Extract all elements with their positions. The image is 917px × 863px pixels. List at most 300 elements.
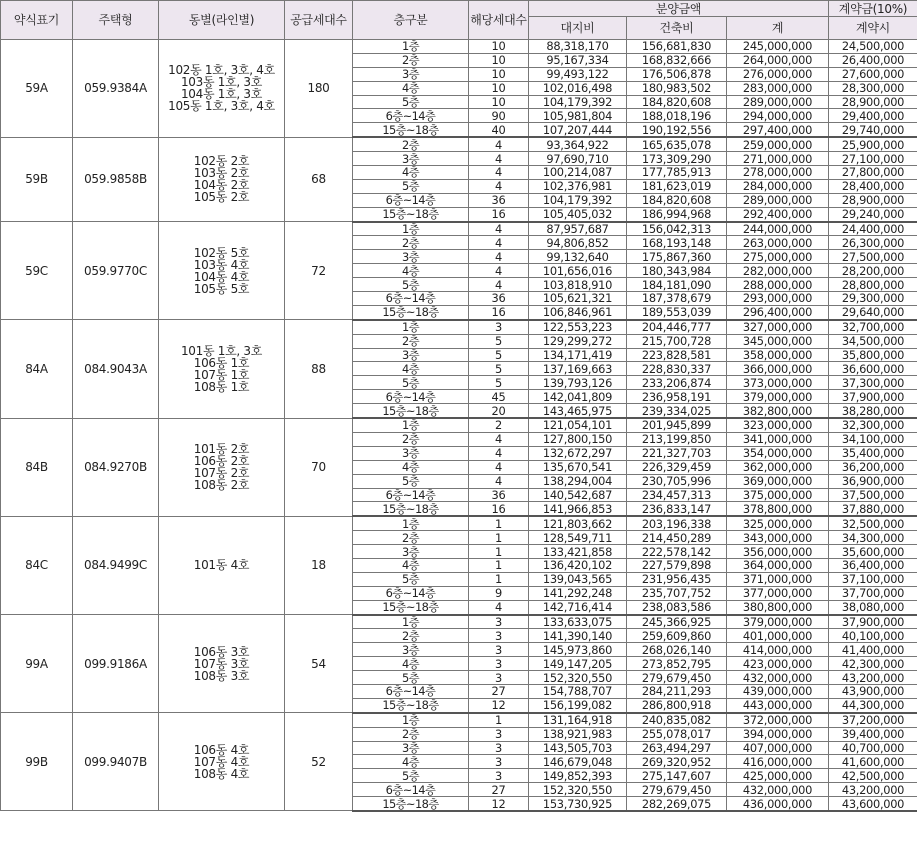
building-price-cell: 184,181,090: [627, 278, 727, 292]
deposit-cell: 34,500,000: [829, 334, 917, 348]
deposit-cell: 29,640,000: [829, 305, 917, 319]
land-price-cell: 137,169,663: [529, 362, 627, 376]
housing-model-cell: 084.9270B: [73, 418, 159, 516]
deposit-cell: 28,900,000: [829, 95, 917, 109]
land-price-cell: 152,320,550: [529, 783, 627, 797]
floor-cell: 2층: [353, 137, 469, 151]
floor-cell: 2층: [353, 727, 469, 741]
total-price-cell: 323,000,000: [727, 418, 829, 432]
total-price-cell: 289,000,000: [727, 95, 829, 109]
total-price-cell: 271,000,000: [727, 152, 829, 166]
total-price-cell: 394,000,000: [727, 727, 829, 741]
deposit-cell: 27,500,000: [829, 250, 917, 264]
deposit-cell: 26,300,000: [829, 236, 917, 250]
units-cell: 3: [469, 769, 529, 783]
supply-count-cell: 72: [285, 222, 353, 320]
land-price-cell: 141,390,140: [529, 629, 627, 643]
total-price-cell: 276,000,000: [727, 67, 829, 81]
units-cell: 45: [469, 390, 529, 404]
deposit-cell: 44,300,000: [829, 698, 917, 712]
building-price-cell: 235,707,752: [627, 586, 727, 600]
land-price-cell: 140,542,687: [529, 488, 627, 502]
floor-cell: 5층: [353, 671, 469, 685]
total-price-cell: 379,000,000: [727, 615, 829, 629]
floor-cell: 4층: [353, 81, 469, 95]
units-cell: 12: [469, 797, 529, 811]
floor-cell: 2층: [353, 236, 469, 250]
building-price-cell: 173,309,290: [627, 152, 727, 166]
units-cell: 4: [469, 600, 529, 614]
units-cell: 36: [469, 292, 529, 306]
dong-line: 107동 2호: [193, 466, 250, 481]
header-land: 대지비: [529, 17, 627, 40]
total-price-cell: 407,000,000: [727, 741, 829, 755]
total-price-cell: 284,000,000: [727, 179, 829, 193]
floor-cell: 5층: [353, 376, 469, 390]
deposit-cell: 43,600,000: [829, 797, 917, 811]
land-price-cell: 129,299,272: [529, 334, 627, 348]
land-price-cell: 133,421,858: [529, 545, 627, 559]
floor-cell: 15층~18층: [353, 207, 469, 221]
floor-cell: 3층: [353, 348, 469, 362]
land-price-cell: 106,846,961: [529, 305, 627, 319]
total-price-cell: 354,000,000: [727, 446, 829, 460]
building-price-cell: 190,192,556: [627, 123, 727, 137]
land-price-cell: 133,633,075: [529, 615, 627, 629]
building-price-cell: 228,830,337: [627, 362, 727, 376]
land-price-cell: 131,164,918: [529, 713, 627, 727]
units-cell: 3: [469, 615, 529, 629]
building-price-cell: 186,994,968: [627, 207, 727, 221]
total-price-cell: 375,000,000: [727, 488, 829, 502]
table-row: [1, 222, 917, 236]
building-price-cell: 168,193,148: [627, 236, 727, 250]
total-price-cell: 278,000,000: [727, 166, 829, 180]
units-cell: 4: [469, 166, 529, 180]
dong-line: 107동 3호: [193, 656, 250, 671]
units-cell: 16: [469, 502, 529, 516]
units-cell: 4: [469, 432, 529, 446]
total-price-cell: 439,000,000: [727, 684, 829, 698]
building-price-cell: 263,494,297: [627, 741, 727, 755]
land-price-cell: 128,549,711: [529, 531, 627, 545]
housing-model-cell: 059.9858B: [73, 137, 159, 221]
land-price-cell: 142,041,809: [529, 390, 627, 404]
land-price-cell: 143,505,703: [529, 741, 627, 755]
deposit-cell: 36,600,000: [829, 362, 917, 376]
units-cell: 90: [469, 109, 529, 123]
total-price-cell: 377,000,000: [727, 586, 829, 600]
table-header: [1, 1, 917, 40]
floor-cell: 4층: [353, 362, 469, 376]
total-price-cell: 282,000,000: [727, 264, 829, 278]
units-cell: 20: [469, 404, 529, 418]
floor-cell: 2층: [353, 53, 469, 67]
dong-line: 105동 5호: [193, 281, 250, 296]
total-price-cell: 275,000,000: [727, 250, 829, 264]
units-cell: 16: [469, 305, 529, 319]
floor-cell: 5층: [353, 572, 469, 586]
header-sale-price: 분양금액: [529, 1, 829, 17]
land-price-cell: 149,852,393: [529, 769, 627, 783]
building-price-cell: 286,800,918: [627, 698, 727, 712]
land-price-cell: 102,016,498: [529, 81, 627, 95]
units-cell: 12: [469, 698, 529, 712]
building-price-cell: 213,199,850: [627, 432, 727, 446]
land-price-cell: 87,957,687: [529, 222, 627, 236]
deposit-cell: 40,700,000: [829, 741, 917, 755]
land-price-cell: 121,803,662: [529, 516, 627, 530]
table-row: [1, 713, 917, 727]
land-price-cell: 127,800,150: [529, 432, 627, 446]
building-price-cell: 279,679,450: [627, 671, 727, 685]
floor-cell: 15층~18층: [353, 502, 469, 516]
building-price-cell: 236,833,147: [627, 502, 727, 516]
land-price-cell: 134,171,419: [529, 348, 627, 362]
unit-type-cell: 84A: [1, 320, 73, 418]
housing-model-cell: 084.9043A: [73, 320, 159, 418]
deposit-cell: 35,600,000: [829, 545, 917, 559]
dong-line: 103동 4호: [193, 257, 250, 272]
units-cell: 1: [469, 572, 529, 586]
floor-cell: 6층~14층: [353, 783, 469, 797]
land-price-cell: 149,147,205: [529, 657, 627, 671]
unit-type-cell: 59C: [1, 222, 73, 320]
building-price-cell: 214,450,289: [627, 531, 727, 545]
units-cell: 16: [469, 207, 529, 221]
land-price-cell: 152,320,550: [529, 671, 627, 685]
building-price-cell: 184,820,608: [627, 193, 727, 207]
floor-cell: 1층: [353, 516, 469, 530]
building-price-cell: 240,835,082: [627, 713, 727, 727]
units-cell: 4: [469, 250, 529, 264]
land-price-cell: 101,656,016: [529, 264, 627, 278]
building-price-cell: 259,609,860: [627, 629, 727, 643]
total-price-cell: 289,000,000: [727, 193, 829, 207]
building-price-cell: 226,329,459: [627, 460, 727, 474]
total-price-cell: 263,000,000: [727, 236, 829, 250]
unit-type-cell: 59B: [1, 137, 73, 221]
total-price-cell: 372,000,000: [727, 713, 829, 727]
units-cell: 4: [469, 264, 529, 278]
supply-count-cell: 180: [285, 40, 353, 138]
deposit-cell: 27,600,000: [829, 67, 917, 81]
floor-cell: 15층~18층: [353, 123, 469, 137]
total-price-cell: 292,400,000: [727, 207, 829, 221]
units-cell: 10: [469, 95, 529, 109]
total-price-cell: 358,000,000: [727, 348, 829, 362]
building-price-cell: 239,334,025: [627, 404, 727, 418]
units-cell: 4: [469, 460, 529, 474]
dong-lines-cell: [159, 137, 285, 221]
dong-lines-cell: [159, 222, 285, 320]
building-price-cell: 222,578,142: [627, 545, 727, 559]
table-row: [1, 40, 917, 54]
floor-cell: 15층~18층: [353, 600, 469, 614]
units-cell: 1: [469, 545, 529, 559]
land-price-cell: 93,364,922: [529, 137, 627, 151]
building-price-cell: 204,446,777: [627, 320, 727, 334]
units-cell: 1: [469, 713, 529, 727]
deposit-cell: 37,300,000: [829, 376, 917, 390]
housing-model-cell: 099.9186A: [73, 615, 159, 713]
dong-line: 104동 1호, 3호: [180, 87, 263, 102]
table-row: [1, 615, 917, 629]
land-price-cell: 143,465,975: [529, 404, 627, 418]
dong-line: 104동 4호: [193, 269, 250, 284]
land-price-cell: 107,207,444: [529, 123, 627, 137]
total-price-cell: 432,000,000: [727, 783, 829, 797]
dong-line: 108동 4호: [193, 766, 250, 781]
header-deposit-sub: 계약시: [829, 17, 917, 40]
deposit-cell: 37,880,000: [829, 502, 917, 516]
land-price-cell: 136,420,102: [529, 558, 627, 572]
total-price-cell: 244,000,000: [727, 222, 829, 236]
dong-line: 101동 1호, 3호: [180, 343, 263, 358]
unit-type-cell: 59A: [1, 40, 73, 138]
floor-cell: 6층~14층: [353, 488, 469, 502]
units-cell: 1: [469, 516, 529, 530]
dong-line: 101동 4호: [193, 558, 250, 573]
deposit-cell: 28,400,000: [829, 179, 917, 193]
total-price-cell: 325,000,000: [727, 516, 829, 530]
land-price-cell: 122,553,223: [529, 320, 627, 334]
dong-line: 108동 3호: [193, 668, 250, 683]
total-price-cell: 294,000,000: [727, 109, 829, 123]
deposit-cell: 37,900,000: [829, 390, 917, 404]
supply-count-cell: 70: [285, 418, 353, 516]
units-cell: 1: [469, 558, 529, 572]
land-price-cell: 139,793,126: [529, 376, 627, 390]
total-price-cell: 436,000,000: [727, 797, 829, 811]
building-price-cell: 180,343,984: [627, 264, 727, 278]
floor-cell: 3층: [353, 643, 469, 657]
units-cell: 4: [469, 179, 529, 193]
deposit-cell: 35,800,000: [829, 348, 917, 362]
units-cell: 10: [469, 40, 529, 54]
header-deposit: 계약금(10%): [829, 1, 917, 17]
units-cell: 4: [469, 446, 529, 460]
units-cell: 4: [469, 152, 529, 166]
units-cell: 3: [469, 643, 529, 657]
dong-line: 108동 1호: [193, 379, 250, 394]
building-price-cell: 221,327,703: [627, 446, 727, 460]
floor-cell: 3층: [353, 250, 469, 264]
dong-line: 104동 2호: [193, 178, 250, 193]
total-price-cell: 356,000,000: [727, 545, 829, 559]
total-price-cell: 423,000,000: [727, 657, 829, 671]
total-price-cell: 364,000,000: [727, 558, 829, 572]
dong-lines-cell: [159, 615, 285, 713]
units-cell: 4: [469, 137, 529, 151]
total-price-cell: 259,000,000: [727, 137, 829, 151]
units-cell: 36: [469, 488, 529, 502]
supply-count-cell: 68: [285, 137, 353, 221]
building-price-cell: 269,320,952: [627, 755, 727, 769]
floor-cell: 2층: [353, 629, 469, 643]
dong-lines-cell: [159, 516, 285, 614]
deposit-cell: 41,400,000: [829, 643, 917, 657]
units-cell: 5: [469, 348, 529, 362]
dong-line: 105동 1호, 3호, 4호: [168, 99, 275, 114]
building-price-cell: 181,623,019: [627, 179, 727, 193]
deposit-cell: 24,500,000: [829, 40, 917, 54]
building-price-cell: 236,958,191: [627, 390, 727, 404]
land-price-cell: 100,214,087: [529, 166, 627, 180]
deposit-cell: 38,280,000: [829, 404, 917, 418]
total-price-cell: 425,000,000: [727, 769, 829, 783]
land-price-cell: 104,179,392: [529, 193, 627, 207]
units-cell: 2: [469, 418, 529, 432]
header-building: 건축비: [627, 17, 727, 40]
floor-cell: 5층: [353, 179, 469, 193]
units-cell: 3: [469, 741, 529, 755]
land-price-cell: 105,981,804: [529, 109, 627, 123]
deposit-cell: 37,100,000: [829, 572, 917, 586]
units-cell: 27: [469, 684, 529, 698]
supply-count-cell: 52: [285, 713, 353, 811]
total-price-cell: 362,000,000: [727, 460, 829, 474]
dong-line: 108동 2호: [193, 478, 250, 493]
header-units: 해당세대수: [469, 1, 529, 40]
building-price-cell: 231,956,435: [627, 572, 727, 586]
floor-cell: 6층~14층: [353, 193, 469, 207]
deposit-cell: 43,900,000: [829, 684, 917, 698]
building-price-cell: 238,083,586: [627, 600, 727, 614]
total-price-cell: 366,000,000: [727, 362, 829, 376]
land-price-cell: 146,679,048: [529, 755, 627, 769]
floor-cell: 3층: [353, 741, 469, 755]
land-price-cell: 154,788,707: [529, 684, 627, 698]
floor-cell: 4층: [353, 755, 469, 769]
floor-cell: 1층: [353, 713, 469, 727]
units-cell: 3: [469, 671, 529, 685]
dong-line: 101동 2호: [193, 442, 250, 457]
land-price-cell: 138,921,983: [529, 727, 627, 741]
deposit-cell: 38,080,000: [829, 600, 917, 614]
floor-cell: 15층~18층: [353, 305, 469, 319]
building-price-cell: 227,579,898: [627, 558, 727, 572]
floor-cell: 2층: [353, 531, 469, 545]
floor-cell: 3층: [353, 446, 469, 460]
land-price-cell: 145,973,860: [529, 643, 627, 657]
deposit-cell: 26,400,000: [829, 53, 917, 67]
units-cell: 4: [469, 278, 529, 292]
building-price-cell: 245,366,925: [627, 615, 727, 629]
housing-model-cell: 059.9770C: [73, 222, 159, 320]
dong-line: 105동 2호: [193, 190, 250, 205]
building-price-cell: 201,945,899: [627, 418, 727, 432]
total-price-cell: 296,400,000: [727, 305, 829, 319]
units-cell: 3: [469, 755, 529, 769]
table-body: [1, 40, 917, 811]
unit-type-cell: 99B: [1, 713, 73, 811]
floor-cell: 1층: [353, 615, 469, 629]
floor-cell: 1층: [353, 320, 469, 334]
deposit-cell: 28,900,000: [829, 193, 917, 207]
land-price-cell: 103,818,910: [529, 278, 627, 292]
building-price-cell: 279,679,450: [627, 783, 727, 797]
land-price-cell: 135,670,541: [529, 460, 627, 474]
floor-cell: 6층~14층: [353, 292, 469, 306]
building-price-cell: 233,206,874: [627, 376, 727, 390]
floor-cell: 5층: [353, 474, 469, 488]
deposit-cell: 34,300,000: [829, 531, 917, 545]
total-price-cell: 379,000,000: [727, 390, 829, 404]
total-price-cell: 341,000,000: [727, 432, 829, 446]
deposit-cell: 37,900,000: [829, 615, 917, 629]
building-price-cell: 273,852,795: [627, 657, 727, 671]
total-price-cell: 264,000,000: [727, 53, 829, 67]
total-price-cell: 283,000,000: [727, 81, 829, 95]
total-price-cell: 343,000,000: [727, 531, 829, 545]
unit-type-cell: 84B: [1, 418, 73, 516]
dong-line: 106동 2호: [193, 454, 250, 469]
building-price-cell: 284,211,293: [627, 684, 727, 698]
floor-cell: 2층: [353, 334, 469, 348]
land-price-cell: 156,199,082: [529, 698, 627, 712]
units-cell: 36: [469, 193, 529, 207]
units-cell: 5: [469, 334, 529, 348]
floor-cell: 4층: [353, 166, 469, 180]
floor-cell: 15층~18층: [353, 698, 469, 712]
building-price-cell: 223,828,581: [627, 348, 727, 362]
dong-lines-cell: [159, 418, 285, 516]
units-cell: 1: [469, 531, 529, 545]
floor-cell: 1층: [353, 40, 469, 54]
deposit-cell: 28,300,000: [829, 81, 917, 95]
units-cell: 27: [469, 783, 529, 797]
deposit-cell: 36,400,000: [829, 558, 917, 572]
floor-cell: 6층~14층: [353, 109, 469, 123]
land-price-cell: 104,179,392: [529, 95, 627, 109]
dong-line: 102동 2호: [193, 154, 250, 169]
deposit-cell: 28,200,000: [829, 264, 917, 278]
floor-cell: 1층: [353, 222, 469, 236]
header-type: 약식표기: [1, 1, 73, 40]
dong-line: 103동 1호, 3호: [180, 75, 263, 90]
total-price-cell: 432,000,000: [727, 671, 829, 685]
units-cell: 10: [469, 67, 529, 81]
supply-count-cell: 54: [285, 615, 353, 713]
header-total: 계: [727, 17, 829, 40]
deposit-cell: 43,200,000: [829, 671, 917, 685]
dong-line: 102동 1호, 3호, 4호: [168, 63, 275, 78]
dong-line: 103동 2호: [193, 166, 250, 181]
housing-model-cell: 059.9384A: [73, 40, 159, 138]
total-price-cell: 327,000,000: [727, 320, 829, 334]
total-price-cell: 293,000,000: [727, 292, 829, 306]
unit-type-cell: 99A: [1, 615, 73, 713]
land-price-cell: 95,167,334: [529, 53, 627, 67]
total-price-cell: 297,400,000: [727, 123, 829, 137]
building-price-cell: 177,785,913: [627, 166, 727, 180]
total-price-cell: 245,000,000: [727, 40, 829, 54]
land-price-cell: 153,730,925: [529, 797, 627, 811]
floor-cell: 6층~14층: [353, 390, 469, 404]
building-price-cell: 175,867,360: [627, 250, 727, 264]
units-cell: 40: [469, 123, 529, 137]
deposit-cell: 37,200,000: [829, 713, 917, 727]
total-price-cell: 416,000,000: [727, 755, 829, 769]
floor-cell: 4층: [353, 558, 469, 572]
total-price-cell: 414,000,000: [727, 643, 829, 657]
units-cell: 3: [469, 320, 529, 334]
building-price-cell: 165,635,078: [627, 137, 727, 151]
deposit-cell: 27,800,000: [829, 166, 917, 180]
total-price-cell: 401,000,000: [727, 629, 829, 643]
land-price-cell: 99,132,640: [529, 250, 627, 264]
